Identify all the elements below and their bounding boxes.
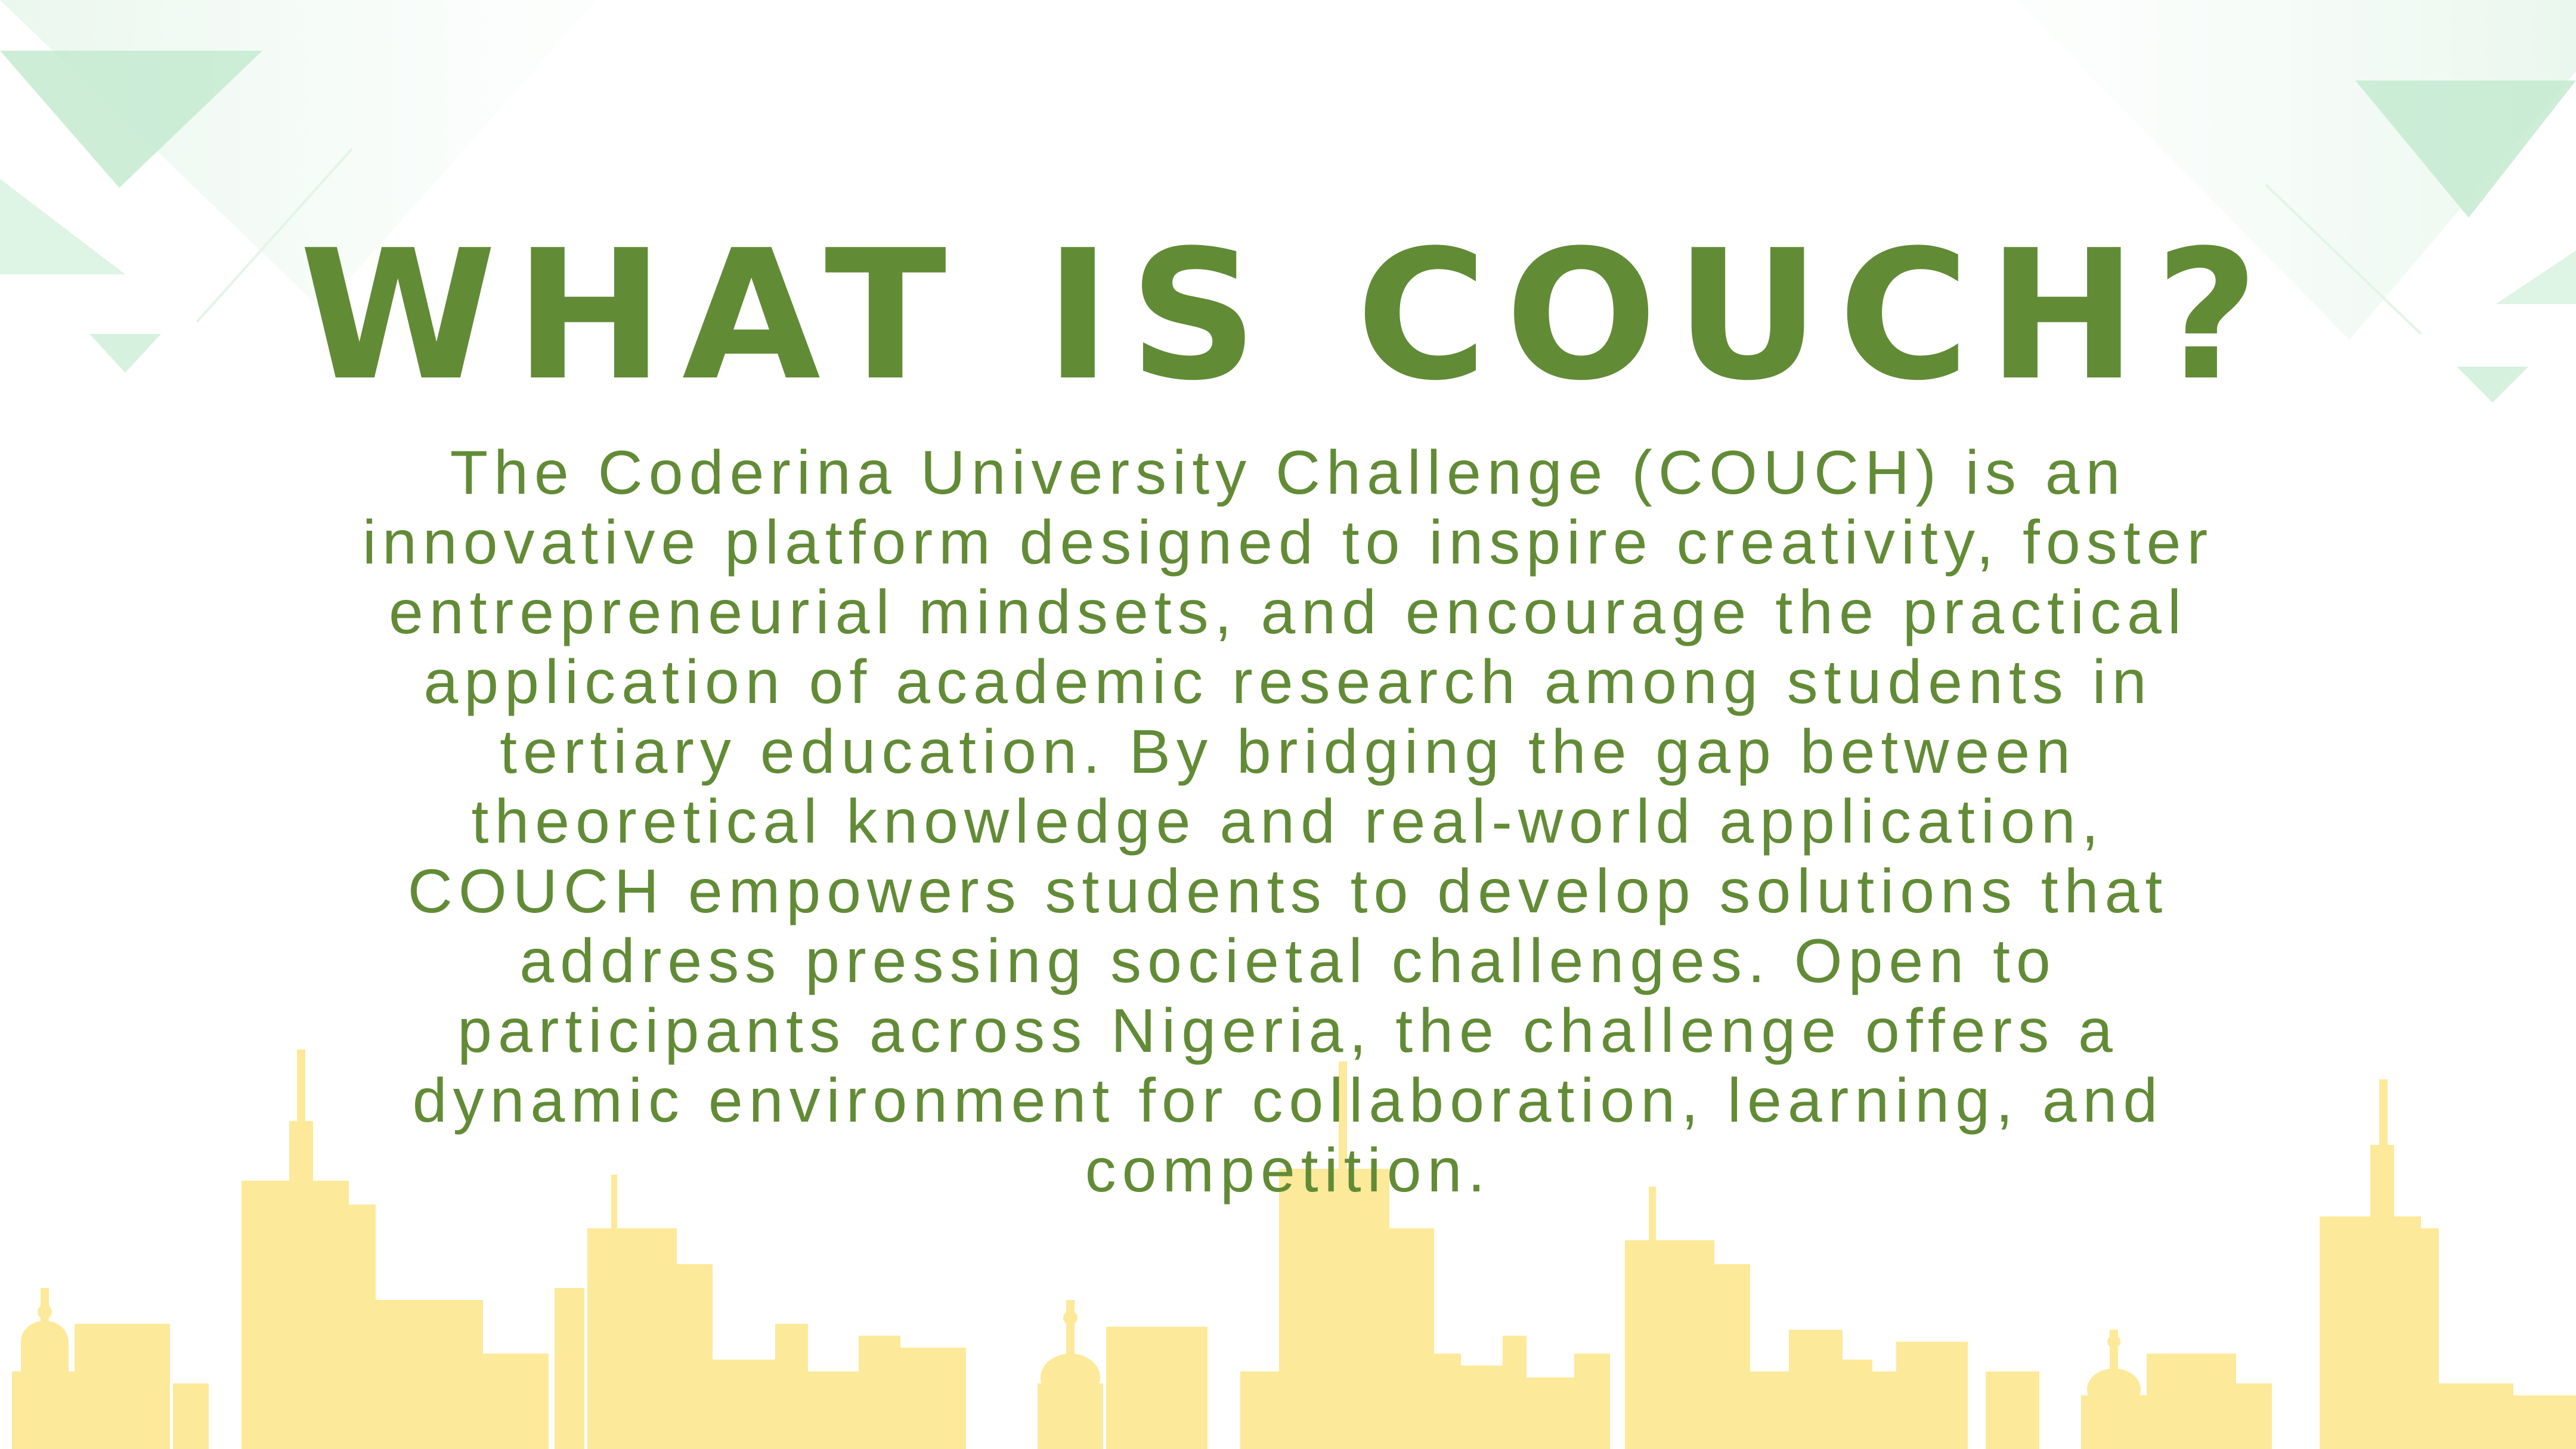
slide-title: WHAT IS COUCH? (299, 212, 2277, 420)
description-paragraph: The Coderina University Challenge (COUCH) is an innovative platform designed to inspire creativity, foster entrepreneurial mindsets, and encourage the practical application of academic research among students in tertiary education. By bridging the gap between theoretical knowledge and real-world application, COUCH empowers students to develop solutions that address pressing societal challenges. Open to participants across Nigeria, the challenge offers a dynamic environment for collaboration, learning, and competition. (362, 438, 2214, 1205)
